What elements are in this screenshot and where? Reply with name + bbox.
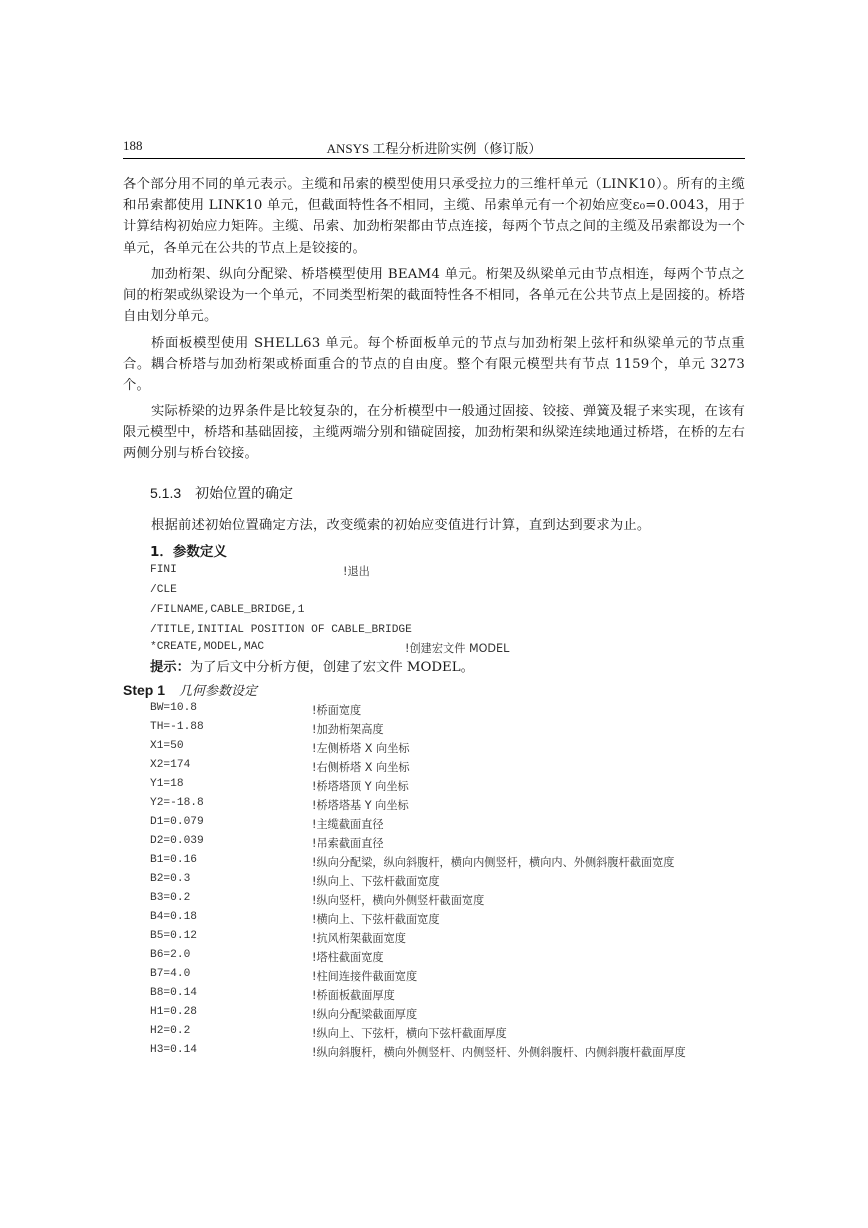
param-comment: !桥塔塔顶 Y 向坐标 [312, 780, 409, 793]
param-comment: !纵向上、下弦杆，横向下弦杆截面厚度 [312, 1027, 507, 1040]
param-code: H3=0.14 [150, 1044, 197, 1056]
code-line: FINI [150, 564, 177, 576]
code-comment: !退出 [343, 565, 370, 578]
code-line: /FILNAME,CABLE_BRIDGE,1 [150, 604, 305, 616]
paragraph-elements: 各个部分用不同的单元表示。主缆和吊索的模型使用只承受拉力的三维杆单元（LINK10）。所有的主缆和吊索都使用 LINK10 单元，但截面特性各不相同，主缆、吊索单元有一个初始应变ε₀=0.0043，用于计算结构初始应力矩阵。主缆、吊索、加劲桁架都由节点连接，每两个节点之间的主缆及吊索都设为一个单元，各单元在公共的节点上是铰接的。 [123, 177, 745, 256]
param-code: X1=50 [150, 740, 184, 752]
code-line: *CREATE,MODEL,MAC [150, 641, 265, 653]
param-comment: !桥面板截面厚度 [312, 989, 395, 1002]
param-code: B7=4.0 [150, 968, 191, 980]
param-row [150, 721, 750, 739]
code-line: /TITLE,INITIAL POSITION OF CABLE_BRIDGE [150, 624, 412, 636]
param-comment: !吊索截面直径 [312, 837, 384, 850]
param-code: Y1=18 [150, 778, 184, 790]
running-title: ANSYS 工程分析进阶实例（修订版） [326, 141, 542, 156]
param-code: TH=-1.88 [150, 721, 204, 733]
param-code: B5=0.12 [150, 930, 197, 942]
param-row [150, 816, 750, 834]
param-row [150, 949, 750, 967]
section-number: 5.1.3 [150, 485, 182, 501]
param-row [150, 987, 750, 1005]
param-code: X2=174 [150, 759, 191, 771]
paragraph-boundary: 实际桥梁的边界条件是比较复杂的，在分析模型中一般通过固接、铰接、弹簧及辊子来实现，在该有限元模型中，桥塔和基础固接，主缆两端分别和锚碇固接，加劲桁架和纵梁连续地通过桥塔，在桥的左右两侧分别与桥台铰接。 [123, 404, 745, 462]
section-title: 初始位置的确定 [195, 485, 294, 501]
step-description: 几何参数设定 [179, 684, 258, 699]
subheading-parameters: 1．参数定义 [150, 544, 227, 560]
param-comment: !纵向竖杆，横向外侧竖杆截面宽度 [312, 894, 485, 907]
param-code: B1=0.16 [150, 854, 197, 866]
param-code: B3=0.2 [150, 892, 191, 904]
param-comment: !加劲桁架高度 [312, 723, 384, 736]
param-comment: !纵向斜腹杆，横向外侧竖杆、内侧竖杆、外侧斜腹杆、内侧斜腹杆截面厚度 [312, 1046, 686, 1059]
param-code: BW=10.8 [150, 702, 197, 714]
param-comment: !抗风桁架截面宽度 [312, 932, 406, 945]
tip-note [150, 656, 474, 675]
param-row [150, 778, 750, 796]
param-code: B4=0.18 [150, 911, 197, 923]
code-line: /CLE [150, 584, 177, 596]
paragraph-shell63: 桥面板模型使用 SHELL63 单元。每个桥面板单元的节点与加劲桁架上弦杆和纵梁单元的节点重合。耦合桥塔与加劲桁架或桥面重合的节点的自由度。整个有限元模型共有节点 1159个，单元 3273 个。 [123, 336, 745, 394]
param-code: B2=0.3 [150, 873, 191, 885]
param-code: B6=2.0 [150, 949, 191, 961]
param-comment: !桥面宽度 [312, 704, 362, 717]
param-code: Y2=-18.8 [150, 797, 204, 809]
param-row [150, 740, 750, 758]
param-comment: !桥塔塔基 Y 向坐标 [312, 799, 409, 812]
param-comment: !纵向分配梁截面厚度 [312, 1008, 418, 1021]
param-code: D1=0.079 [150, 816, 204, 828]
page-header [123, 136, 745, 159]
tip-label: 提示： [150, 660, 190, 675]
param-row [150, 1044, 750, 1062]
param-row [150, 873, 750, 891]
step-heading [123, 680, 257, 699]
param-comment: !柱间连接件截面宽度 [312, 970, 418, 983]
param-row [150, 911, 750, 929]
param-code: H2=0.2 [150, 1025, 191, 1037]
param-comment: !左侧桥塔 X 向坐标 [312, 742, 410, 755]
param-row [150, 835, 750, 853]
param-comment: !横向上、下弦杆截面宽度 [312, 913, 440, 926]
param-row [150, 968, 750, 986]
param-comment: !纵向分配梁，纵向斜腹杆，横向内侧竖杆，横向内、外侧斜腹杆截面宽度 [312, 856, 675, 869]
paragraph-beam4: 加劲桁架、纵向分配梁、桥塔模型使用 BEAM4 单元。桁架及纵梁单元由节点相连，每两个节点之间的桁架或纵梁设为一个单元，不同类型桁架的截面特性各不相同，各单元在公共节点上是固接的。桥塔自由划分单元。 [123, 267, 745, 325]
section-heading [150, 483, 293, 503]
param-row [150, 930, 750, 948]
param-row [150, 797, 750, 815]
param-comment: !右侧桥塔 X 向坐标 [312, 761, 410, 774]
code-comment: !创建宏文件 MODEL [405, 642, 510, 655]
param-row [150, 1006, 750, 1024]
tip-text: 为了后文中分析方便，创建了宏文件 MODEL。 [189, 660, 474, 675]
param-row [150, 892, 750, 910]
page-number: 188 [123, 138, 143, 153]
param-code: H1=0.28 [150, 1006, 197, 1018]
param-comment: !塔柱截面宽度 [312, 951, 384, 964]
param-code: B8=0.14 [150, 987, 197, 999]
param-row [150, 702, 750, 720]
intro-paragraph: 根据前述初始位置确定方法，改变缆索的初始应变值进行计算，直到达到要求为止。 [151, 518, 651, 533]
param-comment: !纵向上、下弦杆截面宽度 [312, 875, 440, 888]
param-row [150, 854, 750, 872]
param-row [150, 759, 750, 777]
param-code: D2=0.039 [150, 835, 204, 847]
param-comment: !主缆截面直径 [312, 818, 384, 831]
step-label: Step 1 [123, 682, 166, 698]
param-row [150, 1025, 750, 1043]
